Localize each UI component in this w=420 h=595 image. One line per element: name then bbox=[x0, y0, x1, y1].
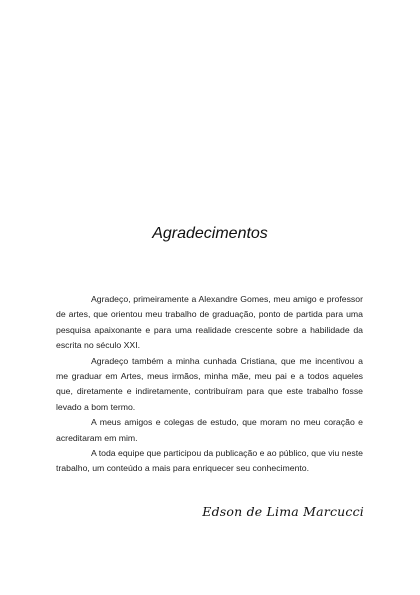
paragraph-2: Agradeço também a minha cunhada Cristiana, que me incentivou a me graduar em Artes, meus irmãos, minha mãe, meu pai e a todos aqueles que, diretamente e indiretamente, contribuíram para que este trabalho fosse levado a bom termo. bbox=[56, 355, 363, 412]
author-signature: Edson de Lima Marcucci bbox=[202, 504, 364, 519]
paragraph-4: A toda equipe que participou da publicação e ao público, que viu neste trabalho, um conteúdo a mais para enriquecer seu conhecimento. bbox=[56, 448, 363, 474]
page-title: Agradecimentos bbox=[152, 225, 268, 242]
acknowledgements-body bbox=[56, 292, 363, 477]
paragraph-1: Agradeço, primeiramente a Alexandre Gomes, meu amigo e professor de artes, que orientou meu trabalho de graduação, ponto de partida para uma pesquisa apaixonante e para uma realidade crescente sobre a habilidade da escrita no século XXI. bbox=[56, 294, 363, 351]
paragraph-3: A meus amigos e colegas de estudo, que moram no meu coração e acreditaram em mim. bbox=[56, 417, 363, 443]
